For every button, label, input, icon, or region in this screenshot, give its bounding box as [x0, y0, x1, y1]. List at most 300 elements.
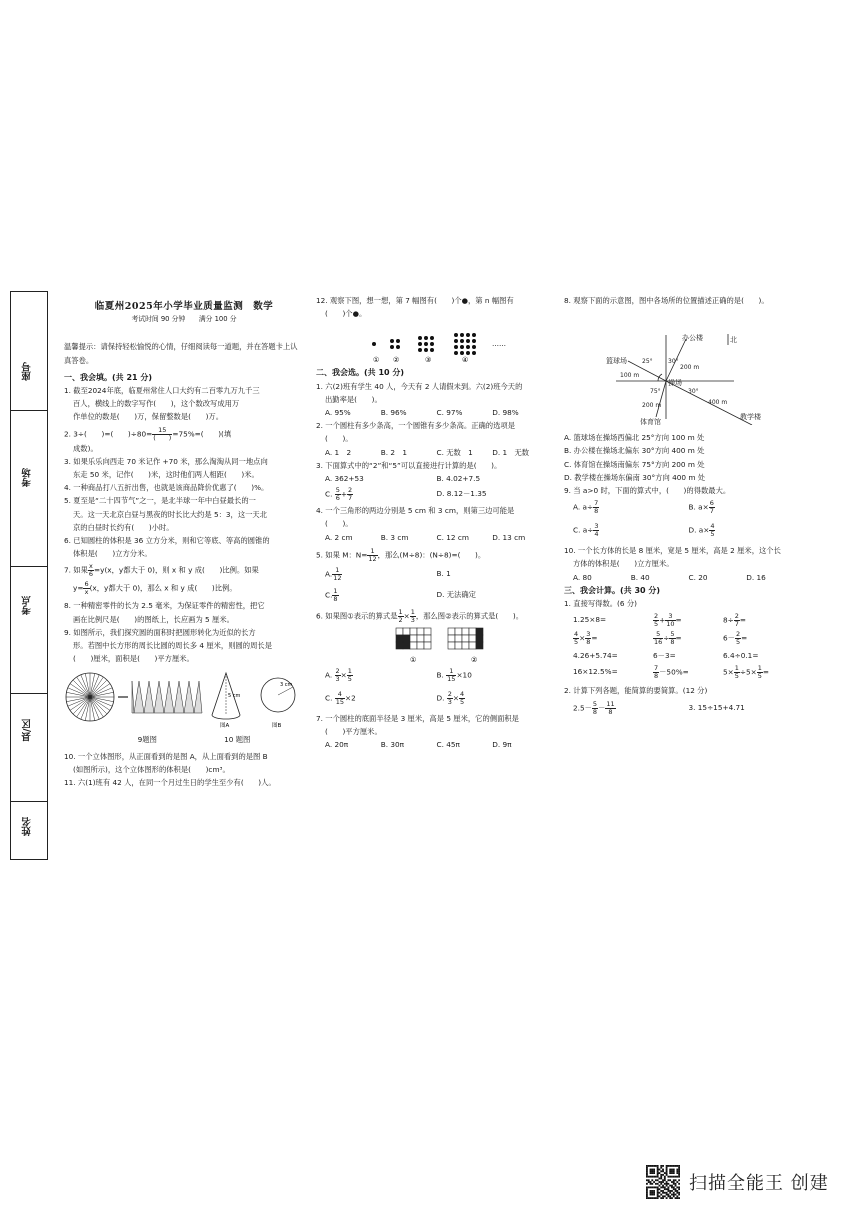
dot	[460, 339, 464, 343]
circle-sector-figure	[66, 673, 114, 721]
q2-fraction	[152, 427, 172, 442]
frac-num: 1	[333, 586, 338, 595]
frac-num: 1	[446, 668, 456, 676]
dot	[390, 339, 394, 343]
frac-den: 5	[757, 672, 762, 681]
frac-2-5	[653, 613, 659, 628]
q2-text2: =75%=( )(填	[172, 429, 232, 439]
q7-den2: x	[84, 588, 89, 597]
dot	[418, 336, 422, 340]
county-cell	[11, 693, 47, 802]
s7-options	[316, 738, 548, 751]
s1-option-c: C. 97%	[436, 408, 463, 418]
frac-4-5	[459, 691, 465, 706]
s9-option-a: A. a÷ $\frac{7}{8}$	[573, 499, 599, 516]
map-dist-200-a: 200 m	[680, 364, 700, 372]
q7-text4: (x，y都大于 0)，那么 x 和 y 成( )比例。	[89, 583, 237, 593]
frac-num: 1	[757, 664, 762, 673]
s5-option-a	[325, 567, 437, 582]
s8-option-d: D. 教学楼在操场东偏南 30°方向 400 m 处	[564, 472, 706, 482]
s2-option-a: A. 1 2	[325, 447, 352, 457]
frac-num: 1	[410, 607, 415, 616]
q9-line3: ( )厘米，面积是( )平方厘米。	[73, 654, 194, 664]
frac-7-8	[593, 500, 599, 515]
s3-options-row2	[316, 487, 548, 502]
fig10-caption: 10 题图	[224, 735, 251, 745]
frac-den: 7	[734, 620, 739, 629]
s8-question: 8. 观察下面的示意图，图中各场所的位置描述正确的是( )。	[564, 296, 769, 305]
frac-num: 2	[735, 630, 741, 639]
frac-den: 4	[594, 530, 599, 539]
grid-label-1: ①	[410, 655, 417, 664]
frac-den: 8	[654, 672, 659, 681]
s3-option-b: B. 4.02+7.5	[436, 474, 481, 484]
frac-3-10	[665, 613, 675, 628]
map-office: 办公楼	[682, 334, 703, 343]
approx-rectangle-figure	[132, 681, 202, 713]
frac-2-3	[447, 691, 453, 706]
scanner-watermark	[646, 1162, 846, 1202]
grid-1	[396, 628, 431, 649]
column-3	[564, 294, 804, 716]
frac-num: 2	[348, 486, 353, 495]
dot-label-4: ④	[462, 356, 469, 365]
calc1-heading: 1. 直接写得数。(6 分)	[564, 599, 638, 609]
s4-option-b: B. 3 cm	[380, 532, 409, 542]
figure-captions	[64, 733, 304, 746]
q12-line2: ( )个●。	[325, 309, 367, 319]
dot	[424, 342, 428, 346]
q10-line2: (如图所示)，这个立体图形的体积是( )cm³。	[73, 764, 230, 774]
frac-den: 5	[734, 672, 739, 681]
s6-text: 6. 如果图①表示的算式是	[316, 611, 398, 621]
calc-item: 1.25×8=	[573, 615, 607, 625]
q1-line3: 作单位的数是( )万，保留整数是( )万。	[73, 412, 224, 422]
q7-line2	[64, 581, 304, 596]
dot	[466, 333, 470, 337]
frac-num: 2	[734, 612, 739, 621]
calc-item: 6－3=	[653, 651, 676, 661]
s5-c-label: C.	[325, 590, 333, 600]
dot	[430, 336, 434, 340]
frac-den: 6	[335, 494, 340, 503]
county-label: 县/区	[22, 719, 33, 742]
frac-5-16	[653, 631, 663, 646]
s2-option-c: C. 无数 1	[436, 447, 473, 457]
dot-label-2: ②	[393, 356, 400, 365]
s6-text2: ，那么图②表示的算式是( )。	[415, 611, 523, 621]
s2-option-b: B. 2 1	[380, 447, 407, 457]
q7-text3: y=	[73, 583, 84, 593]
frac-den: 8	[608, 707, 613, 716]
fraction-grid-figure	[316, 624, 548, 664]
frac-num: 5	[335, 486, 340, 495]
frac-num: 2	[447, 689, 452, 698]
frac-den: 5	[574, 638, 579, 647]
frac-num: 2	[335, 666, 340, 675]
s8-option-c: C. 体育馆在操场南偏东 75°方向 200 m 处	[564, 459, 705, 469]
s8-option-a: A. 篮球场在操场西偏北 25°方向 100 m 处	[564, 433, 705, 443]
frac-den: 8	[670, 638, 675, 647]
s1-line1: 1. 六(2)班有学生 40 人，今天有 2 人请假未到。六(2)班今天的	[316, 381, 523, 391]
q1-line2: 百人，横线上的数字写作( )，这个数改写成用万	[73, 399, 240, 409]
frac-num: 1	[398, 607, 403, 616]
s10-options	[564, 571, 804, 584]
s1-option-d: D. 98%	[492, 408, 519, 418]
dot	[454, 345, 458, 349]
s9-option-b: B. a× $\frac{6}{7}$	[688, 499, 714, 516]
q7-text: 7. 如果	[64, 565, 88, 575]
calc-item: 16×12.5%=	[573, 667, 618, 677]
frac-num: 1	[734, 664, 739, 673]
frac-num: 6	[709, 499, 714, 508]
s9-option-c: C. a÷ $\frac{3}{4}$	[573, 522, 599, 539]
column-1	[64, 300, 304, 789]
s3-c-label: C.	[325, 489, 333, 499]
frac-den: 5	[654, 620, 659, 629]
s10-option-a: A. 80	[573, 572, 592, 582]
map-dist-100: 100 m	[620, 372, 640, 380]
calc-item: 5× $\frac{1}{5}$ ÷5× $\frac{1}{5}$ =	[723, 664, 770, 681]
q4: 4. 一种商品打八五折出售，也就是该商品降价优惠了( )%。	[64, 483, 269, 493]
dot	[472, 351, 476, 355]
label-3cm: 3 cm	[280, 682, 293, 689]
map-playground: 操场	[668, 379, 682, 388]
tip: 温馨提示：请保持轻松愉悦的心情，仔细阅读每一道题，并在答题卡上认真答卷。	[64, 342, 298, 365]
frac-den: 8	[586, 638, 591, 647]
map-dist-200-b: 200 m	[642, 402, 662, 410]
s5-text2: ，那么(M÷8)：(N÷8)=( )。	[377, 550, 486, 560]
q3-line1: 3. 如果乐乐向西走 70 米记作 +70 米，那么淘淘从同一地点向	[64, 456, 268, 466]
frac-num: 4	[335, 691, 345, 699]
q7-text2: =y(x，y都大于 0)，则 x 和 y 成( )比例。如果	[94, 565, 259, 575]
s7-option-b: B. 30π	[380, 740, 405, 750]
frac-1-5	[757, 665, 763, 680]
map-gym: 体育馆	[640, 418, 661, 426]
frac-1-12	[367, 548, 377, 563]
q3-line2: 东走 50 米，记作( )米，这时他们两人相距( )米。	[73, 470, 259, 480]
frac-1-15	[446, 668, 456, 683]
s7-option-a: A. 20π	[325, 740, 349, 750]
s4-line2: ( )。	[325, 519, 353, 529]
q9-line2: 形。若图中长方形的周长比圆的周长多 4 厘米，则圆的周长是	[73, 641, 272, 651]
s6-option-b: B. $\frac{1}{15}$ ×10	[436, 666, 472, 683]
dot	[372, 342, 376, 346]
frac-3-8	[585, 631, 591, 646]
s5-option-c	[325, 588, 437, 603]
column-2	[316, 294, 548, 751]
room-cell	[11, 410, 47, 567]
frac-3-4	[593, 523, 599, 538]
s4-option-a: A. 2 cm	[325, 532, 353, 542]
dot	[460, 345, 464, 349]
seat-label: 座号	[22, 362, 33, 381]
frac-den: 2	[398, 615, 403, 624]
frac-num: 4	[710, 522, 715, 531]
frac-den: 7	[348, 494, 353, 503]
s10-option-b: B. 40	[630, 572, 650, 582]
q1-line1: 1. 截至2024年底，临夏州常住人口大约有二百零九万九千三	[64, 386, 260, 396]
s5-options-row1	[316, 567, 548, 582]
frac-7-8	[653, 665, 659, 680]
dots-ellipsis: ……	[492, 340, 506, 349]
dot	[466, 351, 470, 355]
q7-line1	[64, 563, 304, 578]
direction-map-figure	[564, 307, 804, 425]
s1-options	[316, 406, 548, 419]
dot-label-1: ①	[373, 356, 380, 365]
q10-line1: 10. 一个立体图形，从正面看到的是图 A，从上面看到的是图 B	[64, 751, 268, 761]
s10-option-c: C. 20	[688, 572, 708, 582]
frac-num: 4	[574, 630, 579, 639]
s2-line1: 2. 一个圆柱有多少条高，一个圆锥有多少条高。正确的选项是	[316, 421, 515, 431]
frac-2-7	[734, 613, 740, 628]
frac-2-5	[735, 631, 741, 646]
cone-figure-a	[212, 673, 241, 729]
q12-line1: 12. 观察下图，想一想，第 7 幅图有( )个●，第 n 幅图有	[316, 296, 514, 305]
frac-num: 3	[665, 613, 675, 621]
s4-option-d: D. 13 cm	[492, 532, 526, 542]
frac-4-5	[573, 631, 579, 646]
s10-line2: 方体的体积是( )立方厘米。	[573, 559, 674, 569]
dot	[430, 348, 434, 352]
s7-option-c: C. 45π	[436, 740, 460, 750]
frac-num: 1	[367, 548, 377, 556]
dot	[466, 345, 470, 349]
s2-option-d: D. 1 无数	[492, 447, 530, 457]
frac-num: 5	[670, 630, 675, 639]
frac-num: 5	[592, 699, 598, 708]
exam-subtitle: 考试时间 90 分钟 满分 100 分	[131, 315, 237, 324]
map-angle-30-b: 30°	[688, 388, 699, 396]
frac-num: 1	[332, 567, 342, 575]
frac-num: 4	[460, 689, 465, 698]
q2-num: 15	[152, 427, 172, 435]
q2-den: ( )	[153, 433, 172, 442]
frac-den: 3	[447, 697, 452, 706]
frac-5-8	[592, 701, 598, 716]
q5-line1: 5. 夏至是“二十四节气”之一，是北半球一年中白昼最长的一	[64, 496, 256, 506]
dot	[396, 339, 400, 343]
s7-option-d: D. 9π	[492, 740, 512, 750]
dot	[466, 339, 470, 343]
section3-heading: 三、我会计算。(共 30 分)	[564, 585, 661, 595]
frac-den: 8	[333, 594, 338, 603]
frac-1-2	[398, 609, 404, 624]
name-label: 姓名	[22, 817, 33, 836]
oral-calc-grid	[564, 613, 804, 680]
frac-den: 12	[333, 573, 342, 582]
q2-text: 2. 3÷( )=( )÷80=	[64, 429, 153, 439]
map-north: 北	[730, 336, 737, 345]
label-fig-a: 图A	[220, 723, 230, 730]
s9-options-row2	[564, 523, 804, 538]
dot	[460, 333, 464, 337]
frac-den: 8	[592, 707, 598, 716]
frac-1-12	[332, 567, 342, 582]
calc-item: 8÷ $\frac{2}{7}$ =	[723, 612, 747, 629]
s2-options	[316, 446, 548, 459]
figures-9-10	[64, 667, 304, 733]
map-teaching: 教学楼	[740, 413, 761, 422]
s5-a-label: A.	[325, 569, 333, 579]
frac-den: 15	[447, 674, 456, 683]
dot	[424, 336, 428, 340]
dot	[430, 342, 434, 346]
frac-num: 7	[594, 499, 599, 508]
q7-den: 6	[88, 570, 94, 579]
s6-option-c: C. $\frac{4}{15}$ ×2	[325, 689, 356, 706]
frac-1-8	[332, 588, 338, 603]
frac-den: 12	[368, 554, 377, 563]
dot	[472, 339, 476, 343]
q5-line3: 京的白昼时长约有( )小时。	[73, 522, 174, 532]
s9-question: 9. 当 a>0 时，下面的算式中，( )的得数最大。	[564, 486, 731, 496]
calc2-item-2: 3. 15÷15+4.71	[688, 702, 745, 712]
dot	[418, 342, 422, 346]
q11: 11. 六(1)班有 42 人，在同一个月过生日的学生至少有( )人。	[64, 778, 276, 788]
grid-label-2: ②	[471, 655, 478, 664]
q2-line1	[64, 427, 304, 442]
calc2-items	[564, 701, 804, 716]
s5-options-row2	[316, 588, 548, 603]
q8-line1: 8. 一种精密零件的长为 2.5 毫米，为保证零件的精密性，把它	[64, 601, 265, 611]
s6-question: 6. 如果图①表示的算式是 $\frac{1}{2}$ × $\frac{1}{3}$ ，那么图②表示的算式是( )。	[316, 607, 523, 624]
s6-options-row1	[316, 668, 548, 683]
s3-option-a: A. 362+53	[325, 474, 364, 484]
frac-num: 1	[347, 666, 352, 675]
s9-option-d: D. a× $\frac{4}{5}$	[688, 522, 715, 539]
calc-item: $\frac{4}{5}$ × $\frac{3}{8}$ =	[574, 630, 598, 647]
map-dist-400: 400 m	[708, 399, 728, 407]
calc-item: $\frac{2}{5}$ + $\frac{3}{10}$ =	[654, 612, 682, 629]
s3-question: 3. 下面算式中的“2”和“5”可以直接进行计算的是( )。	[316, 460, 502, 470]
dot	[424, 348, 428, 352]
calc-item: 4.26+5.74=	[573, 651, 618, 661]
dot-label-3: ③	[425, 356, 432, 365]
s1-option-b: B. 96%	[380, 408, 407, 418]
s7-line2: ( )平方厘米。	[325, 727, 382, 737]
circle-figure-b	[261, 678, 295, 729]
frac-6-7	[709, 500, 715, 515]
s1-option-a: A. 95%	[325, 408, 351, 418]
dot	[454, 333, 458, 337]
calc2-heading: 2. 计算下列各题，能简算的要简算。(12 分)	[564, 686, 708, 696]
s4-line1: 4. 一个三角形的两边分别是 5 cm 和 3 cm，则第三边可能是	[316, 506, 515, 516]
s5-option-d: D. 无法确定	[436, 589, 476, 599]
site-label: 考点	[22, 596, 33, 615]
frac-den: 3	[335, 674, 340, 683]
calc-item: $\frac{7}{8}$ －50%=	[654, 664, 689, 681]
s9-options-row1	[564, 500, 804, 515]
q7-num: x	[89, 562, 93, 571]
frac-5-8	[669, 631, 675, 646]
frac-den: 15	[335, 697, 345, 706]
frac-4-5	[709, 523, 715, 538]
exam-title: 临夏州2025年小学毕业质量监测 数学	[94, 301, 274, 312]
calc-item: 6.4÷0.1=	[723, 651, 759, 661]
frac-2-7	[347, 487, 353, 502]
map-angle-25: 25°	[642, 358, 653, 366]
s3-option-c: C. $\frac{5}{6}$ + $\frac{2}{7}$	[325, 486, 353, 503]
dot	[418, 348, 422, 352]
s6-option-d: D. $\frac{2}{3}$ × $\frac{4}{5}$	[436, 689, 465, 706]
calc-item: $\frac{5}{16}$ ÷ $\frac{5}{8}$ =	[654, 630, 682, 647]
fig9-caption: 9题图	[137, 735, 157, 745]
dot	[472, 333, 476, 337]
dot	[396, 345, 400, 349]
label-fig-b: 图B	[272, 723, 282, 730]
s3-options-row1	[316, 472, 548, 485]
calc2-item-1: 2.5－ $\frac{5}{8}$ － $\frac{11}{8}$	[573, 699, 615, 716]
q9-line1: 9. 如图所示，我们探究圆的面积时把圆形转化为近似的长方	[64, 627, 256, 637]
seat-cell	[11, 292, 47, 411]
s6-options-row2	[316, 691, 548, 706]
frac-num: 3	[586, 630, 591, 639]
name-cell	[11, 801, 47, 857]
q8-line2: 画在比例尺是( )的图纸上，长应画为 5 厘米。	[73, 614, 234, 624]
q5-line2: 天。这一天北京白昼与黑夜的时长比大约是 5：3，这一天北	[73, 509, 268, 519]
dot-pattern-figure	[316, 320, 548, 366]
s10-option-d: D. 16	[746, 572, 766, 582]
s3-option-d: D. 8.12－1.35	[436, 489, 487, 499]
frac-num: 3	[594, 522, 599, 531]
frac-den: 5	[735, 638, 741, 647]
dot	[472, 345, 476, 349]
frac-num: 11	[606, 699, 615, 708]
q6-line2: 体积是( )立方分米。	[73, 549, 152, 559]
frac-den: 8	[594, 507, 599, 516]
binding-strip	[10, 291, 48, 860]
q7-num2: 6	[84, 580, 89, 589]
label-5cm: 5 cm	[228, 693, 241, 700]
frac-den: 5	[347, 674, 352, 683]
s4-option-c: C. 12 cm	[436, 532, 469, 542]
s5-question	[316, 548, 548, 563]
qr-code-icon	[646, 1165, 680, 1199]
s4-options	[316, 531, 548, 544]
frac-den: 3	[410, 615, 415, 624]
dot	[454, 339, 458, 343]
frac-den: 5	[460, 697, 465, 706]
dot	[390, 345, 394, 349]
frac-num: 2	[654, 612, 659, 621]
dot	[460, 351, 464, 355]
site-cell	[11, 566, 47, 694]
s10-line1: 10. 一个长方体的长是 8 厘米，宽是 5 厘米，高是 2 厘米，这个长	[564, 546, 781, 556]
q2-line2: 成数)。	[73, 443, 98, 453]
dot	[454, 351, 458, 355]
frac-den: 7	[709, 507, 714, 516]
frac-2-3	[335, 668, 341, 683]
section2-heading: 二、我会选。(共 10 分)	[316, 368, 405, 378]
s5-text: 5. 如果 M：N=	[316, 550, 368, 560]
frac-den: 16	[654, 638, 663, 647]
map-angle-75: 75°	[650, 388, 661, 396]
section1-heading: 一、我会填。(共 21 分)	[64, 372, 153, 382]
frac-1-5	[347, 668, 353, 683]
map-angle-30-a: 30°	[668, 358, 679, 366]
calc-item: 6－ $\frac{2}{5}$ =	[723, 630, 748, 647]
frac-4-15	[335, 691, 345, 706]
s8-option-b: B. 办公楼在操场北偏东 30°方向 400 m 处	[564, 446, 705, 456]
room-label: 考场	[22, 468, 33, 487]
q6-line1: 6. 已知圆柱的体积是 36 立方分米，则和它等底、等高的圆锥的	[64, 536, 270, 546]
grid-2	[448, 628, 483, 649]
watermark-text: 扫描全能王 创建	[689, 1173, 829, 1194]
map-court: 篮球场	[606, 357, 627, 366]
s7-line1: 7. 一个圆柱的底面半径是 3 厘米，高是 5 厘米，它的侧面积是	[316, 713, 519, 723]
